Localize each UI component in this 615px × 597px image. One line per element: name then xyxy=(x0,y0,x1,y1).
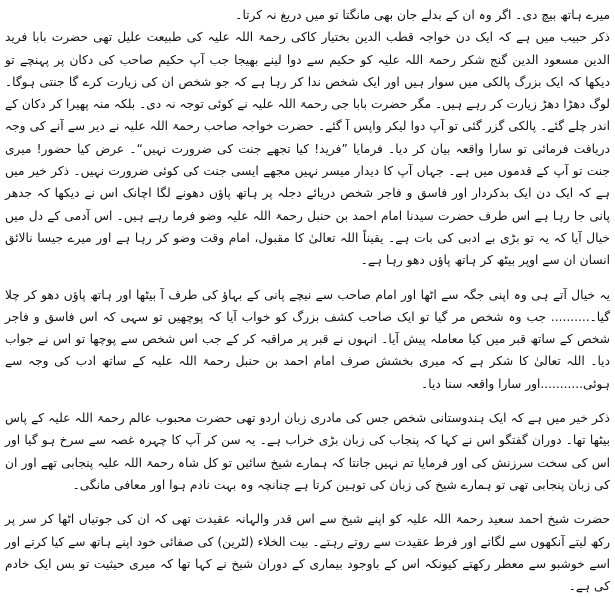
paragraph-5: حضرت شیخ احمد سعید رحمۃ اللہ علیہ کو اپنے شیخ سے اس قدر والہانہ عقیدت تھی کہ ان کی جوتیاں اٹھا کر سر پر رکھ لیتے آنکھوں سے لگاتے اور فرط عقیدت سے روتے رہتے۔ بیت الخلاء (لٹرین) کی صفائی خود اپنے ہاتھ سے کیا کرتے اور اسے خوشبو سے معطر رکھتے کیونکہ اس کے باوجود بیماری کے دوران شیخ نے کہا تھا کہ میری حیثیت تو بس ایک خادم کی ہے۔ xyxy=(5,512,610,594)
paragraph-1: میرے ہاتھ بیچ دی۔ اگر وہ ان کے بدلے جان بھی مانگتا تو میں دریغ نہ کرتا۔ xyxy=(235,8,610,22)
paragraph-4: ذکر خیر میں ہے کہ ایک ہندوستانی شخص جس کی مادری زبان اردو تھی حضرت محبوب عالم رحمۃ اللہ علیہ کے پاس بیٹھا تھا۔ دوران گفتگو اس نے کہا کہ پنجاب کی زبان بڑی خراب ہے۔ یہ سن کر آپ کا چہرہ غصہ سے سرخ ہو گیا اور اس کی سخت سرزنش کی اور فرمایا تم نہیں جانتا کہ ہمارے شیخ سائیں تو کل شاہ رحمۃ اللہ علیہ پنجابی تھے اور ان کی زبان پنجابی تھی تو ہمارے شیخ کی زبان کی توہین کرتا ہے چنانچہ وہ بہت نادم ہوا اور معافی مانگی۔ xyxy=(5,411,610,492)
paragraph-3: یہ خیال آتے ہی وہ اپنی جگہ سے اٹھا اور امام صاحب سے نیچے پانی کے بہاؤ کی طرف آ بیٹھا اور ہاتھ پاؤں دھو کر چلا گیا۔.......... جب وہ شخص مر گیا تو ایک صاحب کشف بزرگ کو خواب آیا کہ پوچھیں تو سہی کہ اس فاسق و فاجر شخص کے ساتھ قبر میں کیا معاملہ پیش آیا۔ انہوں نے قبر پر مراقبہ کر کے جب اس شخص سے پوچھا تو اس نے جواب دیا۔ اللہ تعالیٰ کا شکر ہے کہ میری بخشش صرف امام احمد بن حنبل رحمۃ اللہ علیہ کے ساتھ ادب کی وجہ سے ہوئی...........اور سارا واقعہ سنا دیا۔ xyxy=(5,287,610,391)
paragraph-2: ذکر حبیب میں ہے کہ ایک دن خواجہ قطب الدین بختیار کاکی رحمۃ اللہ علیہ کی طبیعت علیل تھی حضرت بابا فرید الدین مسعود الدین گنج شکر رحمۃ اللہ علیہ کو حکیم سے دوا لینے بھیجا جب آپ حکیم صاحب کی دکان پر پہنچے تو دیکھا کہ ایک بزرگ پالکی میں سوار ہیں اور ایک شخص ندا کر رہا ہے کہ جو شخص ان کی زیارت کرے گا جنتی ہوگا۔ لوگ دھڑا دھڑ زیارت کر رہے ہیں۔ مگر حضرت بابا جی رحمۃ اللہ علیہ نے کوئی توجہ نہ دی۔ بلکہ منہ پھیرا کر دکان کے اندر چلے گئے۔ پالکی گزر گئی تو آپ دوا لیکر واپس آ گئے۔ حضرت خواجہ صاحب رحمۃ اللہ علیہ نے دیر سے آنے کی وجہ دریافت فرمائی تو سارا واقعہ بیان کر دیا۔ فرمایا ”فرید! کیا تجھے جنت کی ضرورت نہیں“۔ عرض کیا حضور! میری جنت تو آپ کے قدموں میں ہے۔ جہاں آپ کا دیدار میسر نہیں مجھے ایسی جنت کی کوئی ضرورت نہیں۔ ذکر خیر میں ہے کہ ایک دن ایک بدکردار اور فاسق و فاجر شخص دریائے دجلہ پر ہاتھ پاؤں دھونے لگا اچانک اس نے دیکھا کہ جدھر پانی جا رہا ہے اس طرف حضرت سیدنا امام احمد بن حنبل رحمۃ اللہ علیہ وضو فرما رہے ہیں۔ اس آدمی کے دل میں خیال آیا کہ یہ تو بڑی بے ادبی کی بات ہے۔ یقیناً اللہ تعالیٰ کا مقبول، امام وقت وضو کر رہا ہے اور میرے جیسا نالائق انسان ان سے اوپر بیٹھ کر ہاتھ پاؤں دھو رہا ہے۔ xyxy=(5,30,610,268)
